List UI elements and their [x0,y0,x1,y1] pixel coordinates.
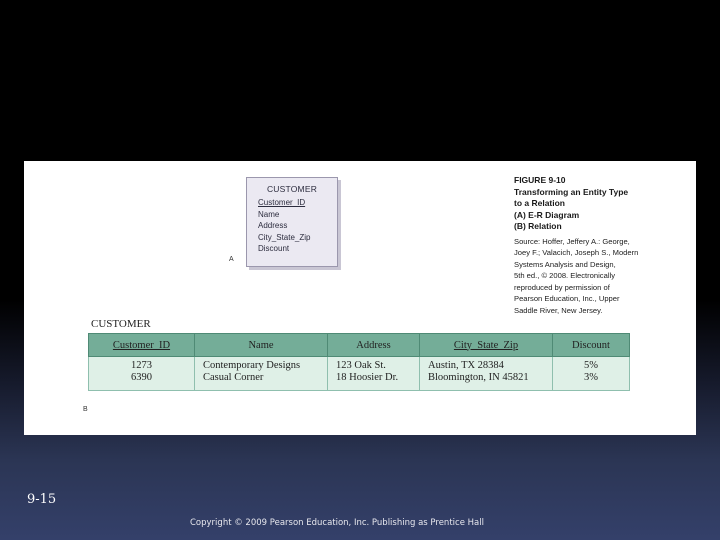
figure-image [24,161,696,435]
er-attribute: Address [258,221,288,231]
cell-text: Contemporary Designs Casual Corner [203,360,301,383]
column-header: Address [328,334,420,357]
er-entity-box [246,177,338,267]
er-attribute-list [258,197,337,255]
caption-title: FIGURE 9-10 Transforming an Entity Type to a Relation (A) E-R Diagram (B) Relation [514,175,629,231]
table-row [89,357,630,391]
table-header-row [89,334,630,357]
er-entity-name: CUSTOMER [266,184,318,194]
er-attribute: Customer_ID [258,198,306,207]
table-cell [420,357,553,391]
table-cell [553,357,630,391]
column-header-label: Customer_ID [112,339,171,351]
column-header [420,334,553,357]
er-diagram-label: A [229,256,234,263]
table-cell [89,357,195,391]
er-attribute: City_State_Zip [258,232,311,242]
table-cell [195,357,328,391]
cell-text: 123 Oak St. 18 Hoosier Dr. [336,360,399,383]
relation-table [88,333,630,391]
slide-number: 9-15 [27,492,57,507]
figure-caption [514,175,692,317]
relation-label: B [83,406,88,413]
table-cell [328,357,420,391]
relation-title: CUSTOMER [91,318,151,330]
column-header: Name [195,334,328,357]
cell-text: Austin, TX 28384 Bloomington, IN 45821 [428,360,529,383]
column-header [89,334,195,357]
cell-text: 5% 3% [584,360,598,383]
caption-source: Source: Hoffer, Jeffery A.: George, Joey F.; Valacich, Joseph S., Modern Systems Analysis and Design, 5th ed., © 2008. Electronically reproduced by permission of Pearson Education, Inc., Upper Saddle River, New Jersey. [514,236,639,316]
copyright-footer: Copyright © 2009 Pearson Education, Inc. Publishing as Prentice Hall [190,518,484,528]
cell-text: 1273 6390 [131,360,152,383]
er-attribute: Name [258,209,280,219]
column-header: Discount [553,334,630,357]
column-header-label: City_State_Zip [453,339,519,351]
er-attribute: Discount [258,244,290,254]
